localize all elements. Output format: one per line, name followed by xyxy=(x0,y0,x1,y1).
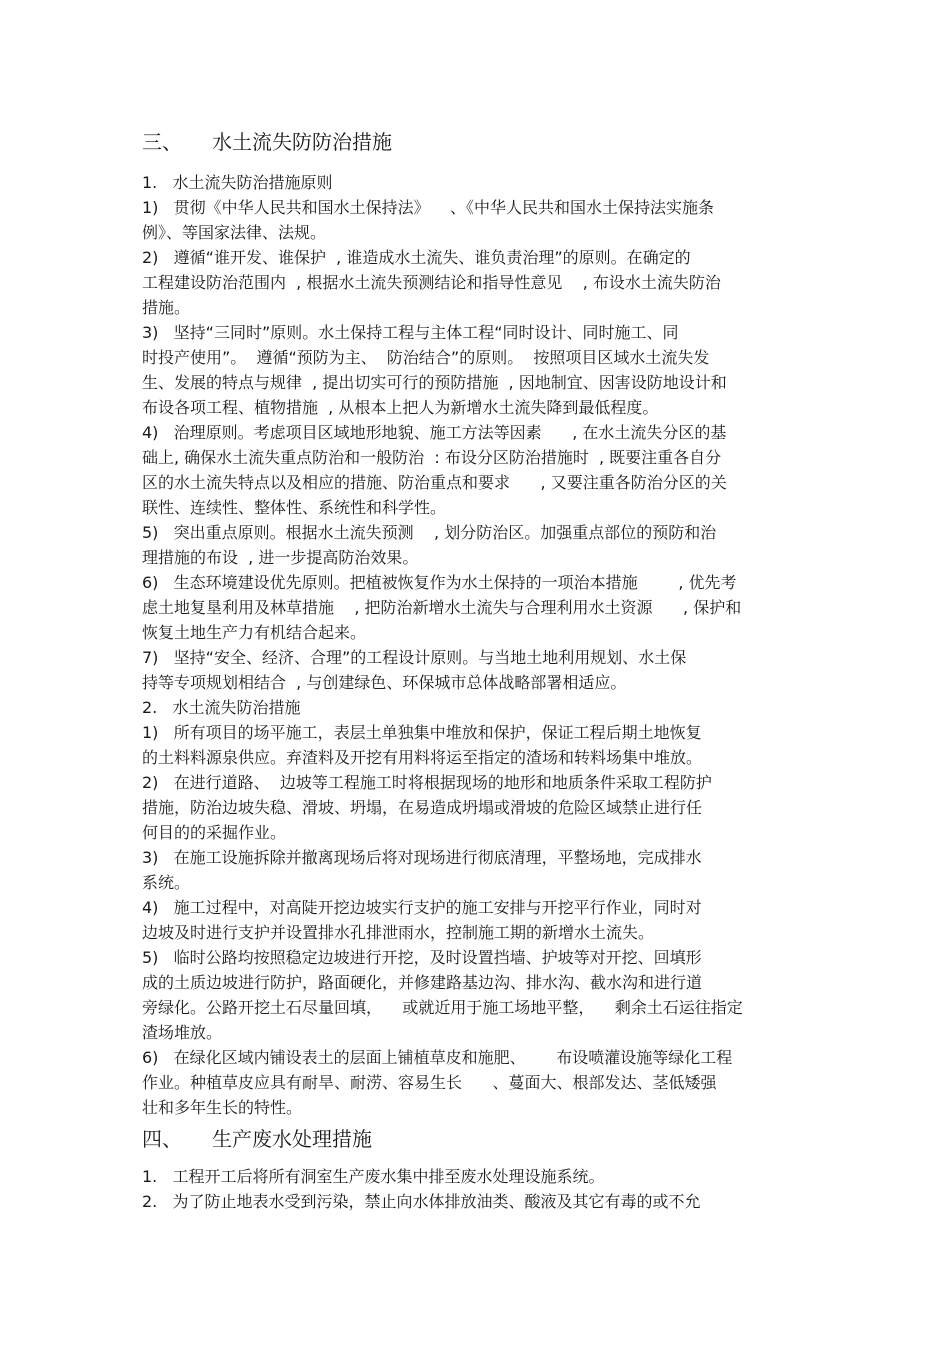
section-title: 水土流失防防治措施 xyxy=(212,130,392,154)
text-line: 作业。种植草皮应具有耐旱、耐涝、容易生长 、蔓面大、根部发达、茎低矮强 xyxy=(142,1073,717,1092)
text-line: 成的土质边坡进行防护，路面硬化，并修建路基边沟、排水沟、截水沟和进行道 xyxy=(142,973,703,992)
text-line: 旁绿化。公路开挖土石尽量回填， 或就近用于施工场地平整， 剩余土石运往指定 xyxy=(142,998,743,1017)
text-line: 4) 治理原则。考虑项目区域地形地貌、施工方法等因素 , 在水土流失分区的基 xyxy=(142,423,727,442)
text-line: 6) 在绿化区域内铺设表土的层面上铺植草皮和施肥、 布设喷灌设施等绿化工程 xyxy=(142,1048,733,1067)
text-line: 6) 生态环境建设优先原则。把植被恢复作为水土保持的一项治本措施 , 优先考 xyxy=(142,573,737,592)
text-line: 7) 坚持“安全、经济、合理”的工程设计原则。与当地土地利用规划、水土保 xyxy=(142,648,687,667)
text-line: 1. 水土流失防治措施原则 xyxy=(142,173,333,192)
text-line: 3) 在施工设施拆除并撤离现场后将对现场进行彻底清理，平整场地，完成排水 xyxy=(142,848,702,867)
text-line: 措施，防治边坡失稳、滑坡、坍塌，在易造成坍塌或滑坡的危险区域禁止进行任 xyxy=(142,798,703,817)
text-line: 础上, 确保水土流失重点防治和一般防治 : 布设分区防治措施时 , 既要注重各自分 xyxy=(142,448,722,467)
text-line: 4) 施工过程中，对高陡开挖边坡实行支护的施工安排与开挖平行作业，同时对 xyxy=(142,898,702,917)
section-heading-3 xyxy=(142,128,392,156)
text-line: 3) 坚持“三同时”原则。水土保持工程与主体工程“同时设计、同时施工、同 xyxy=(142,323,679,342)
text-line: 区的水土流失特点以及相应的措施、防治重点和要求 , 又要注重各防治分区的关 xyxy=(142,473,727,492)
text-line: 例》、等国家法律、法规。 xyxy=(142,223,327,242)
text-line: 1) 贯彻《中华人民共和国水土保持法》 、《中华人民共和国水土保持法实施条 xyxy=(142,198,715,217)
text-line: 边坡及时进行支护并设置排水孔排泄雨水，控制施工期的新增水土流失。 xyxy=(142,923,655,942)
text-line: 2. 水土流失防治措施 xyxy=(142,698,301,717)
text-line: 5) 突出重点原则。根据水土流失预测 , 划分防治区。加强重点部位的预防和治 xyxy=(142,523,717,542)
section-4-body xyxy=(142,1164,810,1214)
text-line: 1. 工程开工后将所有洞室生产废水集中排至废水处理设施系统。 xyxy=(142,1167,605,1186)
text-line: 2. 为了防止地表水受到污染，禁止向水体排放油类、酸液及其它有毒的或不允 xyxy=(142,1192,701,1211)
text-line: 1) 所有项目的场平施工，表层土单独集中堆放和保护，保证工程后期土地恢复 xyxy=(142,723,702,742)
text-line: 2) 遵循“谁开发、谁保护 , 谁造成水土流失、谁负责治理”的原则。在确定的 xyxy=(142,248,691,267)
text-line: 5) 临时公路均按照稳定边坡进行开挖，及时设置挡墙、护坡等对开挖、回填形 xyxy=(142,948,702,967)
text-line: 何目的的采掘作业。 xyxy=(142,823,287,842)
text-line: 布设各项工程、植物措施 , 从根本上把人为新增水土流失降到最低程度。 xyxy=(142,398,659,417)
text-line: 持等专项规划相结合 , 与创建绿色、环保城市总体战略部署相适应。 xyxy=(142,673,627,692)
text-line: 工程建设防治范围内 , 根据水土流失预测结论和指导性意见 , 布设水土流失防治 xyxy=(142,273,721,292)
section-3-body xyxy=(142,170,810,1120)
section-number: 三、 xyxy=(142,130,182,154)
text-line: 虑土地复垦利用及林草措施 , 把防治新增水土流失与合理利用水土资源 , 保护和 xyxy=(142,598,742,617)
text-line: 时投产使用”。 遵循“预防为主、 防治结合”的原则。 按照项目区域水土流失发 xyxy=(142,348,710,367)
text-line: 理措施的布设 , 进一步提高防治效果。 xyxy=(142,548,419,567)
text-line: 2) 在进行道路、 边坡等工程施工时将根据现场的地形和地质条件采取工程防护 xyxy=(142,773,712,792)
text-line: 的土料料源泉供应。弃渣料及开挖有用料将运至指定的渣场和转料场集中堆放。 xyxy=(142,748,703,767)
text-line: 恢复土地生产力有机结合起来。 xyxy=(142,623,367,642)
section-number: 四、 xyxy=(142,1127,182,1151)
section-title: 生产废水处理措施 xyxy=(212,1127,372,1151)
text-line: 措施。 xyxy=(142,298,191,317)
text-line: 生、发展的特点与规律 , 提出切实可行的预防措施 , 因地制宜、因害设防地设计和 xyxy=(142,373,727,392)
text-line: 系统。 xyxy=(142,873,191,892)
section-heading-4 xyxy=(142,1125,372,1153)
text-line: 渣场堆放。 xyxy=(142,1023,223,1042)
text-line: 壮和多年生长的特性。 xyxy=(142,1098,303,1117)
text-line: 联性、连续性、整体性、系统性和科学性。 xyxy=(142,498,447,517)
